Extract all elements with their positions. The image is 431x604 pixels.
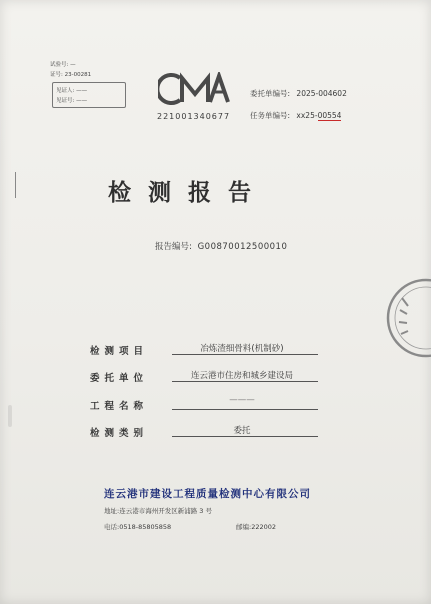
witness-line-1: 见证人: —— — [56, 88, 88, 94]
margin-mark — [15, 172, 16, 198]
header-line-1: 试验号: — — [50, 62, 76, 68]
field-underline — [172, 354, 318, 355]
field-value-test-item: 冶炼渣细骨料(机制砂) — [200, 344, 284, 354]
organization-phone: 电话:0518-85805858 — [104, 523, 172, 531]
witness-line-2: 见证号: —— — [56, 98, 88, 104]
report-number — [155, 240, 287, 252]
header-line-2: 证号: 23-00281 — [50, 72, 92, 78]
issuing-organization: 连云港市建设工程质量检测中心有限公司 — [104, 488, 311, 500]
field-value-category: 委托 — [233, 426, 251, 436]
field-label-category: 检测类别 — [90, 428, 149, 439]
field-underline — [172, 409, 318, 410]
cma-number: 221001340677 — [157, 112, 231, 121]
commission-number — [250, 88, 347, 99]
partial-seal-icon — [378, 276, 431, 360]
task-number — [250, 110, 341, 121]
commission-number-value: 2025-004602 — [296, 89, 347, 98]
field-value-client: 连云港市住房和城乡建设局 — [190, 371, 293, 381]
cma-logo-icon — [158, 72, 232, 106]
task-number-highlight: 00554 — [317, 111, 342, 120]
field-label-client: 委托单位 — [90, 373, 149, 384]
organization-postcode: 邮编:222002 — [236, 523, 277, 531]
binding-mark — [8, 405, 12, 427]
field-underline — [172, 381, 318, 382]
organization-address: 地址:连云港市海州开发区新浦路 3 号 — [104, 507, 212, 515]
task-number-prefix: xx25- — [296, 111, 318, 120]
field-value-project: ——— — [229, 395, 255, 405]
field-underline — [172, 436, 318, 437]
commission-number-label: 委托单编号: — [250, 89, 291, 98]
report-number-value: G00870012500010 — [197, 242, 288, 252]
report-title: 检测报告 — [108, 179, 268, 206]
field-label-project: 工程名称 — [90, 401, 149, 412]
field-label-test-item: 检测项目 — [90, 346, 149, 357]
task-number-label: 任务单编号: — [250, 111, 291, 120]
report-number-label: 报告编号: — [155, 242, 192, 252]
